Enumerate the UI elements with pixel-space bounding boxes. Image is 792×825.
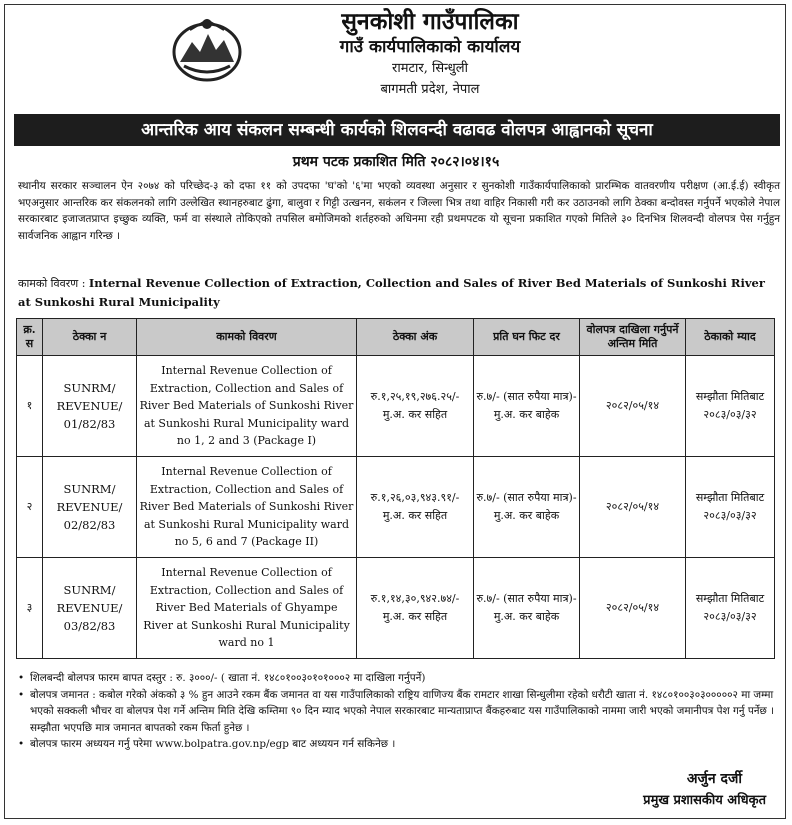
- bullet-icon: •: [18, 738, 25, 750]
- row-amount: रु.१,१४,३०,९४२.७४/- मु.अ. कर सहित: [357, 558, 474, 659]
- row-duration: सम्झौता मितिबाट २०८३/०३/३२: [686, 457, 775, 558]
- org-name: सुनकोशी गाउँपालिका: [341, 8, 519, 35]
- row-deadline: २०८२/०५/१४: [580, 558, 686, 659]
- bullet-icon: •: [18, 688, 25, 701]
- published-date: प्रथम पटक प्रकाशित मिति २०८२।०४।१५: [292, 154, 500, 170]
- row-description: Internal Revenue Collection of Extraction, Collection and Sales of River Bed Materials of Ghyampe River at Sunkoshi Rural Municipality ward no 1: [137, 558, 357, 659]
- row-contract-no: SUNRM/ REVENUE/ 03/82/83: [43, 558, 137, 659]
- row-duration: सम्झौता मितिबाट २०८३/०३/३२: [686, 558, 775, 659]
- notice-title: आन्तरिक आय संकलन सम्बन्धी कार्यको शिलवन्दी वढावढ वोलपत्र आह्वानको सूचना: [14, 114, 780, 146]
- list-item: [18, 736, 780, 753]
- list-item: [18, 687, 780, 737]
- row-deadline: २०८२/०५/१४: [580, 356, 686, 457]
- note-text: शिलबन्दी बोलपत्र फारम बापत दस्तुर : रु. ३०००/- ( खाता नं. १४८०१००३०१०१०००२ मा दाखिला गर्नुपर्ने): [30, 672, 426, 684]
- row-description: Internal Revenue Collection of Extraction, Collection and Sales of River Bed Materials of Sunkoshi River at Sunkoshi Rural Municipality ward no 5, 6 and 7 (Package II): [137, 457, 357, 558]
- notes-list: [18, 670, 780, 753]
- note-text: बोलपत्र फारम अध्ययन गर्नु परेमा www.bolpatra.gov.np/egp बाट अध्ययन गर्न सकिनेछ ।: [30, 738, 396, 750]
- header-duration: ठेकाको म्याद: [686, 319, 775, 356]
- row-contract-no: SUNRM/ REVENUE/ 01/82/83: [43, 356, 137, 457]
- header-rate: प्रति घन फिट दर: [474, 319, 580, 356]
- note-text: बोलपत्र जमानत : कबोल गरेको अंकको ३ % हुन आउने रकम बैंक जमानत वा यस गाउँपालिकाको राष्ट्रिय वाणिज्य बैंक रामटार शाखा सिन्धुलीमा रहेको धरौटी खाता नं. १४८०१००३०३०००००२ मा जम्मा भएको सक्कली भौचर वा बोलपत्र पेश गर्ने अन्तिम मिति देखि कम्तिमा ९० दिन म्याद भएको नेपाल सरकारबाट मान्यताप्राप्त बैंकहरुबाट यस गाउँपालिकाको नाममा जारी भएको जमानीपत्र पेश गर्नु पर्नेछ । सम्झौता भएपछि मात्र जमानत बापतको रकम फिर्ता हुनेछ ।: [30, 688, 775, 734]
- row-amount: रु.१,२५,१९,२७६.२५/- मु.अ. कर सहित: [357, 356, 474, 457]
- office-header: [260, 8, 600, 100]
- work-title-label: कामको विवरण :: [18, 277, 86, 290]
- row-deadline: २०८२/०५/१४: [580, 457, 686, 558]
- signature-block: [643, 768, 766, 812]
- signatory-name: अर्जुन दर्जी: [686, 771, 742, 787]
- row-sn: ३: [17, 558, 43, 659]
- work-title: [18, 274, 780, 312]
- list-item: [18, 670, 780, 687]
- office-province: बागमती प्रदेश, नेपाल: [380, 82, 480, 97]
- row-sn: १: [17, 356, 43, 457]
- row-rate: रु.७/- (सात रुपैया मात्र)- मु.अ. कर बाहेक: [474, 558, 580, 659]
- header-amount: ठेक्का अंक: [357, 319, 474, 356]
- intro-paragraph: स्थानीय सरकार सञ्चालन ऐन २०७४ को परिच्छेद-३ को दफा ११ को उपदफा 'घ'को '६'मा भएको व्यवस्था अनुसार र सुनकोशी गाउँकार्यपालिकाको प्रारम्भिक वातवरणीय परीक्षण (आ.ई.ई) स्वीकृत भएअनुसार आन्तरिक कर संकलनको लागि उल्लेखित स्थानहरुबाट ढुंगा, बालुवा र गिट्टी उत्खनन, सकंलन र जिल्ला भित्र तथा वाहिर निकासी गरी कर उठाउनको लागि ठेक्का बन्दोवस्त गर्नुपर्ने भएकोले नेपाल सरकारबाट इजाजतप्राप्त इच्छुक व्यक्ति, फर्म वा संस्थाले तोकिएको तपसिल बमोजिमको शर्तहरुको अधिनमा रही प्रथमपटक यो सूचना प्रकाशित गएको मितिले ३० दिनभित्र शिलवन्दी वोलपत्र पेस गर्नुहुन सार्वजनिक आह्वान गरिन्छ ।: [18, 180, 780, 242]
- row-sn: २: [17, 457, 43, 558]
- office-name: गाउँ कार्यपालिकाको कार्यालय: [339, 37, 521, 57]
- office-address: रामटार, सिन्धुली: [392, 61, 468, 76]
- table-header-row: [17, 319, 775, 356]
- table-row: [17, 558, 775, 659]
- table-row: [17, 356, 775, 457]
- header-deadline: वोलपत्र दाखिला गर्नुपर्ने अन्तिम मिति: [580, 319, 686, 356]
- row-contract-no: SUNRM/ REVENUE/ 02/82/83: [43, 457, 137, 558]
- header-description: कामको विवरण: [137, 319, 357, 356]
- table-row: [17, 457, 775, 558]
- row-rate: रु.७/- (सात रुपैया मात्र)- मु.अ. कर बाहेक: [474, 457, 580, 558]
- bullet-icon: •: [18, 672, 25, 684]
- row-description: Internal Revenue Collection of Extraction, Collection and Sales of River Bed Materials of Sunkoshi River at Sunkoshi Rural Municipality ward no 1, 2 and 3 (Package I): [137, 356, 357, 457]
- signatory-title: प्रमुख प्रशासकीय अधिकृत: [643, 793, 766, 808]
- work-title-text: Internal Revenue Collection of Extraction, Collection and Sales of River Bed Materials of Sunkoshi River at Sunkoshi Rural Municipality: [18, 276, 765, 309]
- row-rate: रु.७/- (सात रुपैया मात्र)- मु.अ. कर बाहेक: [474, 356, 580, 457]
- government-emblem-icon: [170, 16, 244, 84]
- header-sn: क्र. स: [17, 319, 43, 356]
- header-contract-no: ठेक्का न: [43, 319, 137, 356]
- row-duration: सम्झौता मितिबाट २०८३/०३/३२: [686, 356, 775, 457]
- contracts-table: [16, 318, 775, 659]
- row-amount: रु.१,२६,०३,९४३.९१/- मु.अ. कर सहित: [357, 457, 474, 558]
